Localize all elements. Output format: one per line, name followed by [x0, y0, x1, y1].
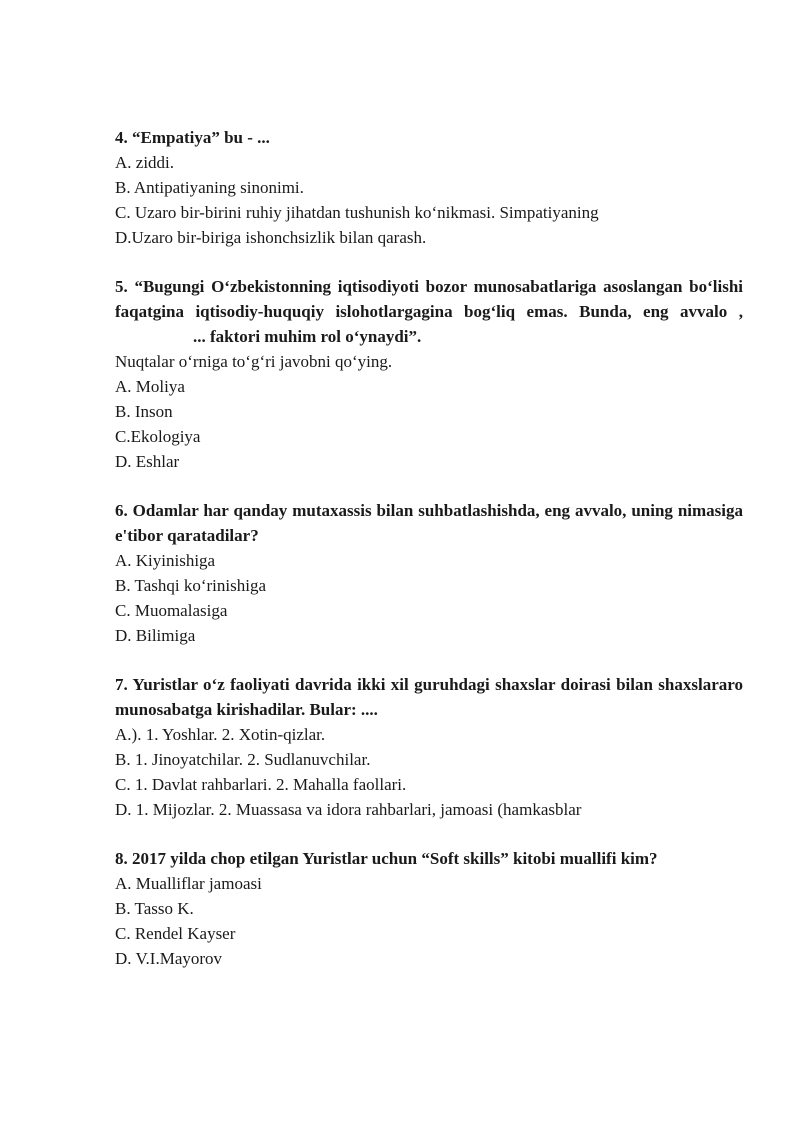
question-7	[115, 672, 743, 822]
question-title: 8. 2017 yilda chop etilgan Yuristlar uchun “Soft skills” kitobi muallifi kim?	[115, 849, 658, 868]
question-5	[115, 274, 743, 474]
answer-option-d: D. Bilimiga	[115, 626, 196, 645]
answer-option-c: C. Muomalasiga	[115, 601, 228, 620]
answer-option-a: A. Mualliflar jamoasi	[115, 874, 262, 893]
question-title: 7. Yuristlar o‘z faoliyati davrida ikki xil guruhdagi shaxslar doirasi bilan shaxslararo munosabatga kirishadilar. Bular: ....	[115, 675, 743, 719]
question-6	[115, 498, 743, 648]
answer-option-b: B. 1. Jinoyatchilar. 2. Sudlanuvchilar.	[115, 750, 371, 769]
answer-option-a: A. ziddi.	[115, 153, 175, 172]
answer-option-b: B. Antipatiyaning sinonimi.	[115, 178, 304, 197]
answer-option-c: C.Ekologiya	[115, 427, 201, 446]
answer-option-c: C. Rendel Kayser	[115, 924, 236, 943]
answer-option-a: A.). 1. Yoshlar. 2. Xotin-qizlar.	[115, 725, 326, 744]
question-title: 4. “Empatiya” bu - ...	[115, 128, 270, 147]
question-title: 6. Odamlar har qanday mutaxassis bilan suhbatlashishda, eng avvalo, uning nimasiga e'tibor qaratadilar?	[115, 501, 743, 545]
question-title-part1: 5. “Bugungi O‘zbekistonning iqtisodiyoti bozor munosabatlariga asoslangan bo‘lishi faqatgina iqtisodiy-huquqiy islohotlargagina bog‘liq emas. Bunda, eng avvalo ,	[115, 277, 743, 321]
question-8	[115, 846, 743, 971]
answer-option-b: B. Tashqi ko‘rinishiga	[115, 576, 267, 595]
answer-option-a: A. Kiyinishiga	[115, 551, 216, 570]
answer-option-b: B. Tasso K.	[115, 899, 194, 918]
answer-option-c: C. 1. Davlat rahbarlari. 2. Mahalla faollari.	[115, 775, 407, 794]
answer-option-a: A. Moliya	[115, 377, 185, 396]
question-instruction: Nuqtalar o‘rniga to‘g‘ri javobni qo‘ying.	[115, 352, 393, 371]
answer-option-d: D. V.I.Mayorov	[115, 949, 223, 968]
question-title-part2: ... faktori muhim rol o‘ynaydi”.	[193, 327, 422, 346]
answer-option-d: D. 1. Mijozlar. 2. Muassasa va idora rahbarlari, jamoasi (hamkasblar	[115, 800, 582, 819]
answer-option-c: C. Uzaro bir-birini ruhiy jihatdan tushunish ko‘nikmasi. Simpatiyaning	[115, 203, 599, 222]
answer-option-b: B. Inson	[115, 402, 173, 421]
answer-option-d: D. Eshlar	[115, 452, 180, 471]
document-page	[115, 125, 743, 995]
question-title	[115, 274, 743, 349]
answer-option-d: D.Uzaro bir-biriga ishonchsizlik bilan qarash.	[115, 228, 427, 247]
question-4	[115, 125, 743, 250]
